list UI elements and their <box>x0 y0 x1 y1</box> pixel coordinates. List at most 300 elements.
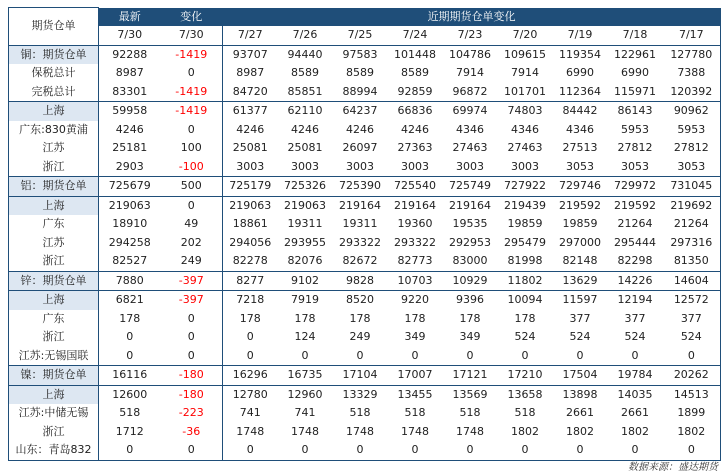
change-date: 7/30 <box>161 26 223 45</box>
change-value: 0 <box>161 347 223 366</box>
history-value: 725390 <box>333 177 388 197</box>
history-value: 0 <box>356 348 364 362</box>
date-header-cell: 7/19 <box>553 26 608 45</box>
change-value: 0 <box>161 328 223 347</box>
latest-value: 16116 <box>99 366 161 386</box>
history-value: 249 <box>349 330 371 344</box>
row-label: 江苏 <box>9 234 99 253</box>
row-label: 江苏 <box>9 139 99 158</box>
history-value: 0 <box>466 348 474 362</box>
latest-value: 2903 <box>115 159 144 173</box>
change-value: 500 <box>161 177 223 197</box>
change-value: -1419 <box>161 45 223 64</box>
history-value: 27812 <box>617 141 653 155</box>
history-value: 10094 <box>498 291 553 310</box>
history-value: 3003 <box>291 159 319 173</box>
latest-value: 7880 <box>99 271 161 291</box>
change-value: 0 <box>161 441 223 460</box>
change-value: 100 <box>161 139 223 158</box>
row-label: 锌：期货仓单 <box>9 271 99 291</box>
history-value: 178 <box>404 311 426 325</box>
history-value: 4246 <box>346 122 374 136</box>
history-value: 1899 <box>663 404 721 423</box>
history-value: 10703 <box>388 271 443 291</box>
history-value: 1802 <box>566 424 594 438</box>
table-row <box>9 366 721 386</box>
history-value: 729746 <box>553 177 608 197</box>
date-header-cell: 7/20 <box>498 26 553 45</box>
latest-value: 8987 <box>115 66 144 80</box>
table-body <box>9 45 721 460</box>
history-value: 115971 <box>614 84 656 98</box>
history-value: 725540 <box>388 177 443 197</box>
history-value: 0 <box>411 348 419 362</box>
change-value: -397 <box>161 291 223 310</box>
date-header-cell: 7/17 <box>663 26 721 45</box>
history-value: 3003 <box>456 159 484 173</box>
table-row <box>9 64 721 83</box>
history-value: 86143 <box>608 102 663 121</box>
history-value: 219592 <box>553 196 608 215</box>
change-value: -1419 <box>161 83 223 102</box>
table-row <box>9 347 721 366</box>
history-value: 112364 <box>559 84 601 98</box>
history-value: 82278 <box>232 254 268 268</box>
latest-value: 178 <box>119 311 141 325</box>
history-value: 26097 <box>342 141 378 155</box>
history-value: 92859 <box>397 84 433 98</box>
latest-value: 0 <box>126 330 134 344</box>
history-value: 293322 <box>339 235 381 249</box>
history-value: 82076 <box>287 254 323 268</box>
change-value: -223 <box>161 404 223 423</box>
history-value: 178 <box>239 311 261 325</box>
row-label: 广东 <box>9 215 99 234</box>
history-value: 178 <box>459 311 481 325</box>
history-value: 7914 <box>456 66 484 80</box>
latest-value: 18910 <box>112 217 148 231</box>
history-value: 0 <box>278 441 333 460</box>
history-value: 13455 <box>388 385 443 404</box>
table-row <box>9 441 721 460</box>
history-value: 74803 <box>498 102 553 121</box>
history-value: 731045 <box>663 177 721 197</box>
table-row <box>9 196 721 215</box>
history-value: 21264 <box>663 215 721 234</box>
history-value: 13898 <box>553 385 608 404</box>
table-row <box>9 310 721 329</box>
history-value: 3053 <box>663 158 721 177</box>
history-value: 518 <box>459 406 481 420</box>
latest-value: 518 <box>119 406 141 420</box>
change-value: 0 <box>161 64 223 83</box>
history-value: 97583 <box>333 45 388 64</box>
history-value: 19859 <box>562 217 598 231</box>
history-value: 293322 <box>394 235 436 249</box>
history-value: 19784 <box>608 366 663 386</box>
history-value: 12572 <box>663 291 721 310</box>
row-label: 铝：期货仓单 <box>9 177 99 197</box>
history-value: 0 <box>521 348 529 362</box>
history-value: 725749 <box>443 177 498 197</box>
history-value: 69974 <box>443 102 498 121</box>
history-value: 727922 <box>498 177 553 197</box>
change-value: 202 <box>161 234 223 253</box>
history-value: 3003 <box>346 159 374 173</box>
history-value: 0 <box>246 348 254 362</box>
table-row <box>9 404 721 423</box>
row-label: 浙江 <box>9 328 99 347</box>
row-label: 上海 <box>9 385 99 404</box>
history-value: 25081 <box>232 141 268 155</box>
row-label: 广东:830黄浦 <box>9 121 99 140</box>
history-value: 8987 <box>236 66 265 80</box>
history-value: 0 <box>553 441 608 460</box>
history-value: 12194 <box>608 291 663 310</box>
history-value: 178 <box>514 311 536 325</box>
change-value: 0 <box>161 121 223 140</box>
row-label: 浙江 <box>9 423 99 442</box>
table-row <box>9 234 721 253</box>
row-label: 铜：期货仓单 <box>9 45 99 64</box>
history-value: 13329 <box>333 385 388 404</box>
history-value: 20262 <box>663 366 721 386</box>
history-value: 81350 <box>663 252 721 271</box>
history-value: 9102 <box>278 271 333 291</box>
latest-value: 0 <box>126 348 134 362</box>
history-value: 0 <box>333 441 388 460</box>
history-value: 219063 <box>223 196 278 215</box>
history-value: 219164 <box>443 196 498 215</box>
history-value: 7218 <box>223 291 278 310</box>
table-row <box>9 328 721 347</box>
history-value: 219164 <box>333 196 388 215</box>
table-row <box>9 139 721 158</box>
history-value: 9828 <box>333 271 388 291</box>
history-value: 0 <box>498 441 553 460</box>
history-value: 9220 <box>388 291 443 310</box>
history-value: 725326 <box>278 177 333 197</box>
history-value: 0 <box>608 441 663 460</box>
history-value: 85851 <box>287 84 323 98</box>
history-value: 18861 <box>232 217 268 231</box>
history-value: 1802 <box>663 423 721 442</box>
history-value: 96872 <box>452 84 488 98</box>
history-value: 8589 <box>401 66 429 80</box>
table-row <box>9 45 721 64</box>
history-value: 5953 <box>663 121 721 140</box>
history-value: 219164 <box>388 196 443 215</box>
history-value: 21264 <box>617 217 653 231</box>
latest-value: 725679 <box>99 177 161 197</box>
history-value: 741 <box>239 406 261 420</box>
history-value: 124 <box>294 330 316 344</box>
header-row <box>9 8 721 27</box>
row-label: 上海 <box>9 291 99 310</box>
history-value: 219692 <box>663 196 721 215</box>
data-source: 数据来源：盛达期货 <box>628 462 718 473</box>
date-header-row <box>9 26 721 45</box>
history-value: 1748 <box>346 424 374 438</box>
history-value: 0 <box>223 441 278 460</box>
latest-date: 7/30 <box>99 26 161 45</box>
history-value: 127780 <box>663 45 721 64</box>
table-row <box>9 177 721 197</box>
history-value: 27513 <box>562 141 598 155</box>
table-row <box>9 102 721 121</box>
table-row <box>9 271 721 291</box>
table-row <box>9 215 721 234</box>
latest-value: 1712 <box>115 424 144 438</box>
row-label: 江苏:中储无锡 <box>9 404 99 423</box>
history-value: 8520 <box>333 291 388 310</box>
change-value: 0 <box>161 196 223 215</box>
history-value: 3003 <box>511 159 539 173</box>
history-value: 82672 <box>342 254 378 268</box>
history-value: 17504 <box>553 366 608 386</box>
history-value: 10929 <box>443 271 498 291</box>
history-value: 377 <box>624 311 646 325</box>
latest-value: 12600 <box>99 385 161 404</box>
history-value: 219439 <box>498 196 553 215</box>
row-label: 保税总计 <box>9 64 99 83</box>
history-value: 14226 <box>608 271 663 291</box>
history-value: 518 <box>514 406 536 420</box>
history-value: 82148 <box>562 254 598 268</box>
history-value: 17121 <box>443 366 498 386</box>
latest-value: 82527 <box>112 254 148 268</box>
history-value: 524 <box>569 330 591 344</box>
latest-value: 6821 <box>99 291 161 310</box>
history-value: 219063 <box>278 196 333 215</box>
row-label: 江苏:无锡国联 <box>9 347 99 366</box>
table-row <box>9 158 721 177</box>
history-value: 17210 <box>498 366 553 386</box>
history-value: 94440 <box>278 45 333 64</box>
history-value: 1802 <box>511 424 539 438</box>
history-value: 25081 <box>287 141 323 155</box>
history-value: 2661 <box>621 406 649 420</box>
history-value: 3053 <box>566 159 594 173</box>
history-value: 64237 <box>333 102 388 121</box>
history-value: 16296 <box>223 366 278 386</box>
history-value: 0 <box>301 348 309 362</box>
history-value: 4246 <box>236 122 265 136</box>
row-label: 镍：期货仓单 <box>9 366 99 386</box>
table-row <box>9 252 721 271</box>
row-label: 上海 <box>9 102 99 121</box>
history-value: 1748 <box>456 424 484 438</box>
history-value: 0 <box>443 441 498 460</box>
row-label: 浙江 <box>9 252 99 271</box>
table-row <box>9 121 721 140</box>
header-recent: 近期期货仓单变化 <box>223 8 721 27</box>
history-value: 62110 <box>278 102 333 121</box>
history-value: 0 <box>388 441 443 460</box>
history-value: 61377 <box>223 102 278 121</box>
history-value: 4346 <box>511 122 539 136</box>
change-value: -397 <box>161 271 223 291</box>
header-latest: 最新 <box>99 8 161 27</box>
history-value: 178 <box>349 311 371 325</box>
history-value: 7914 <box>511 66 539 80</box>
date-header-cell: 7/25 <box>333 26 388 45</box>
warehouse-receipt-table <box>8 7 721 461</box>
row-label: 山东：青岛832 <box>9 441 99 460</box>
row-label: 浙江 <box>9 158 99 177</box>
history-value: 3053 <box>621 159 649 173</box>
change-value: -1419 <box>161 102 223 121</box>
table-row <box>9 385 721 404</box>
history-value: 297000 <box>559 235 601 249</box>
history-value: 16735 <box>278 366 333 386</box>
history-value: 81998 <box>507 254 543 268</box>
history-value: 12780 <box>223 385 278 404</box>
history-value: 13569 <box>443 385 498 404</box>
row-label: 上海 <box>9 196 99 215</box>
history-value: 122961 <box>608 45 663 64</box>
history-value: 4346 <box>566 122 594 136</box>
history-value: 0 <box>246 330 254 344</box>
history-value: 1748 <box>236 424 265 438</box>
latest-value: 294258 <box>108 235 151 249</box>
history-value: 101448 <box>388 45 443 64</box>
history-value: 11597 <box>553 291 608 310</box>
history-value: 19535 <box>452 217 488 231</box>
change-value: 49 <box>161 215 223 234</box>
history-value: 6990 <box>621 66 649 80</box>
history-value: 84720 <box>232 84 268 98</box>
history-value: 9396 <box>443 291 498 310</box>
history-value: 6990 <box>566 66 594 80</box>
latest-value: 83301 <box>112 84 148 98</box>
change-value: -180 <box>161 366 223 386</box>
history-value: 292953 <box>449 235 491 249</box>
history-value: 741 <box>294 406 316 420</box>
history-value: 90962 <box>663 102 721 121</box>
history-value: 19859 <box>507 217 543 231</box>
history-value: 297316 <box>663 234 721 253</box>
history-value: 293955 <box>284 235 326 249</box>
history-value: 19360 <box>397 217 433 231</box>
latest-value: 0 <box>99 441 161 460</box>
history-value: 2661 <box>566 406 594 420</box>
history-value: 88994 <box>342 84 378 98</box>
history-value: 295479 <box>504 235 546 249</box>
history-value: 349 <box>459 330 481 344</box>
history-value: 17007 <box>388 366 443 386</box>
history-value: 12960 <box>278 385 333 404</box>
history-value: 0 <box>663 347 721 366</box>
date-header-cell: 7/24 <box>388 26 443 45</box>
history-value: 1802 <box>621 424 649 438</box>
table-row <box>9 291 721 310</box>
date-header-cell: 7/27 <box>223 26 278 45</box>
history-value: 7388 <box>663 64 721 83</box>
history-value: 27812 <box>663 139 721 158</box>
history-value: 93707 <box>223 45 278 64</box>
history-value: 27463 <box>507 141 543 155</box>
history-value: 219592 <box>608 196 663 215</box>
history-value: 377 <box>569 311 591 325</box>
history-value: 1748 <box>401 424 429 438</box>
history-value: 27463 <box>452 141 488 155</box>
history-value: 3003 <box>236 159 265 173</box>
history-value: 178 <box>294 311 316 325</box>
history-value: 377 <box>663 310 721 329</box>
latest-value: 92288 <box>99 45 161 64</box>
history-value: 19311 <box>287 217 323 231</box>
history-value: 14513 <box>663 385 721 404</box>
row-label: 完税总计 <box>9 83 99 102</box>
table-row <box>9 423 721 442</box>
change-value: -36 <box>161 423 223 442</box>
history-value: 66836 <box>388 102 443 121</box>
history-value: 0 <box>631 348 639 362</box>
history-value: 1748 <box>291 424 319 438</box>
date-header-cell: 7/23 <box>443 26 498 45</box>
history-value: 8277 <box>223 271 278 291</box>
history-value: 19311 <box>342 217 378 231</box>
change-value: -100 <box>161 158 223 177</box>
date-header-cell: 7/18 <box>608 26 663 45</box>
history-value: 14604 <box>663 271 721 291</box>
history-value: 524 <box>624 330 646 344</box>
history-value: 119354 <box>553 45 608 64</box>
history-value: 120392 <box>663 83 721 102</box>
latest-value: 219063 <box>99 196 161 215</box>
history-value: 4246 <box>401 122 429 136</box>
history-value: 109615 <box>498 45 553 64</box>
latest-value: 4246 <box>115 122 144 136</box>
history-value: 13629 <box>553 271 608 291</box>
history-value: 82298 <box>617 254 653 268</box>
history-value: 13658 <box>498 385 553 404</box>
history-value: 14035 <box>608 385 663 404</box>
history-value: 5953 <box>621 122 649 136</box>
history-value: 729972 <box>608 177 663 197</box>
history-value: 294056 <box>229 235 272 249</box>
latest-value: 59958 <box>99 102 161 121</box>
history-value: 17104 <box>333 366 388 386</box>
history-value: 0 <box>663 441 721 460</box>
history-value: 101701 <box>504 84 546 98</box>
history-value: 8589 <box>291 66 319 80</box>
history-value: 518 <box>404 406 426 420</box>
history-value: 8589 <box>346 66 374 80</box>
latest-value: 25181 <box>112 141 148 155</box>
change-value: 0 <box>161 310 223 329</box>
table-row <box>9 83 721 102</box>
history-value: 84442 <box>553 102 608 121</box>
history-value: 7919 <box>278 291 333 310</box>
history-value: 27363 <box>397 141 433 155</box>
history-value: 4246 <box>291 122 319 136</box>
history-value: 104786 <box>443 45 498 64</box>
history-value: 295444 <box>614 235 656 249</box>
history-value: 524 <box>514 330 536 344</box>
history-value: 11802 <box>498 271 553 291</box>
row-label: 广东 <box>9 310 99 329</box>
header-change: 变化 <box>161 8 223 27</box>
history-value: 349 <box>404 330 426 344</box>
header-label: 期货仓单 <box>9 8 99 46</box>
history-value: 3003 <box>401 159 429 173</box>
history-value: 725179 <box>223 177 278 197</box>
history-value: 4346 <box>456 122 484 136</box>
history-value: 83000 <box>452 254 488 268</box>
history-value: 0 <box>576 348 584 362</box>
